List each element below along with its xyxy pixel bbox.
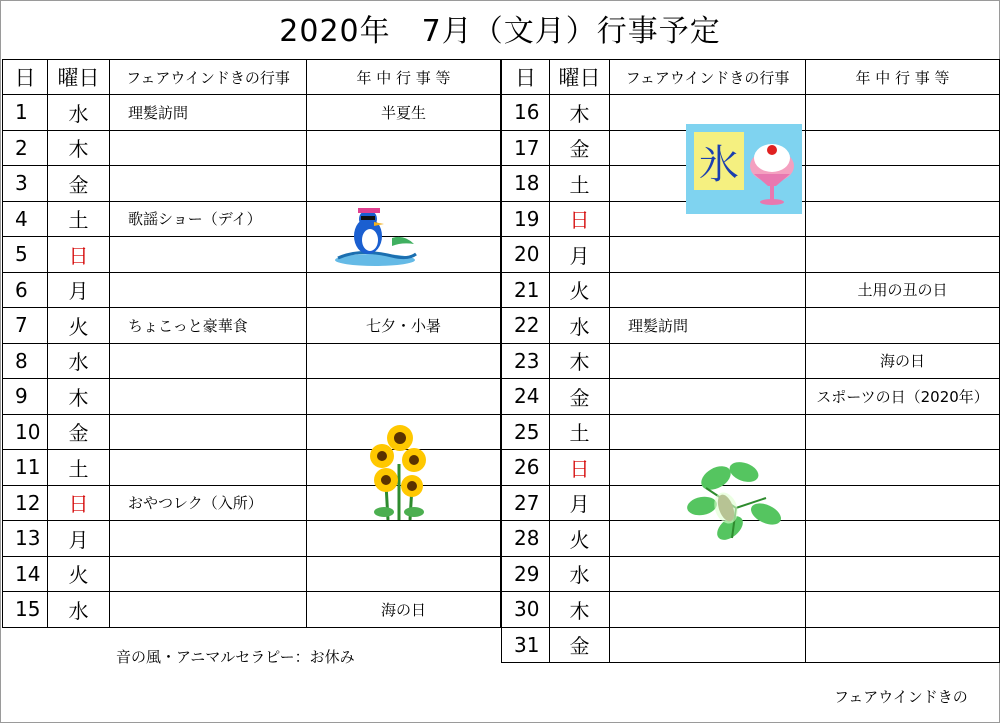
annual-event-cell (806, 521, 1000, 557)
weekday-cell: 水 (550, 308, 610, 344)
day-cell: 12 (3, 485, 48, 521)
home-event-cell (610, 379, 806, 415)
weekday-cell: 水 (48, 95, 110, 131)
calendar-row (3, 343, 501, 379)
home-event-cell (610, 272, 806, 308)
home-event-cell (110, 556, 307, 592)
weekday-cell: 火 (550, 521, 610, 557)
weekday-cell: 土 (48, 450, 110, 486)
page-title: 2020年 7月（文月）行事予定 (279, 14, 721, 49)
home-event-cell (610, 627, 806, 663)
calendar-table-left (2, 59, 501, 628)
day-cell: 10 (3, 414, 48, 450)
annual-event-cell (307, 379, 501, 415)
calendar-row (3, 130, 501, 166)
home-event-cell (110, 166, 307, 202)
day-cell: 28 (502, 521, 550, 557)
annual-event-cell (806, 556, 1000, 592)
annual-event-cell (806, 450, 1000, 486)
weekday-cell: 金 (48, 166, 110, 202)
annual-event-cell: 半夏生 (307, 95, 501, 131)
day-cell: 19 (502, 201, 550, 237)
weekday-cell: 月 (550, 237, 610, 273)
weekday-cell: 月 (48, 272, 110, 308)
calendar-row (502, 627, 1000, 663)
weekday-cell: 水 (550, 556, 610, 592)
facility-signature: フェアウインドきの (834, 688, 968, 706)
day-cell: 29 (502, 556, 550, 592)
day-cell: 21 (502, 272, 550, 308)
annual-event-cell (307, 521, 501, 557)
header-home-events: フェアウインドきの行事 (110, 60, 307, 95)
header-home-events: フェアウインドきの行事 (610, 60, 806, 95)
home-event-cell: 歌謡ショー（デイ） (110, 201, 307, 237)
annual-event-cell (307, 556, 501, 592)
annual-event-cell (307, 343, 501, 379)
weekday-cell: 金 (550, 627, 610, 663)
home-event-cell (610, 592, 806, 628)
annual-event-cell (806, 237, 1000, 273)
day-cell: 7 (3, 308, 48, 344)
home-event-cell (110, 130, 307, 166)
weekday-cell: 土 (550, 166, 610, 202)
day-cell: 22 (502, 308, 550, 344)
day-cell: 1 (3, 95, 48, 131)
weekday-cell: 水 (48, 592, 110, 628)
day-cell: 13 (3, 521, 48, 557)
calendar-row (3, 556, 501, 592)
footer-note: 音の風・アニマルセラピー：お休み (116, 648, 355, 666)
day-cell: 31 (502, 627, 550, 663)
penguin-surfer-clipart (330, 204, 420, 268)
weekday-cell: 金 (550, 130, 610, 166)
calendar-row (3, 166, 501, 202)
day-cell: 3 (3, 166, 48, 202)
annual-event-cell: 七夕・小暑 (307, 308, 501, 344)
weekday-cell: 月 (48, 521, 110, 557)
calendar-row (502, 343, 1000, 379)
home-event-cell (610, 556, 806, 592)
day-cell: 25 (502, 414, 550, 450)
home-event-cell (110, 343, 307, 379)
home-event-cell (610, 414, 806, 450)
annual-event-cell: 土用の丑の日 (806, 272, 1000, 308)
weekday-cell: 木 (550, 95, 610, 131)
home-event-cell (110, 272, 307, 308)
calendar-row (3, 95, 501, 131)
calendar-row (502, 414, 1000, 450)
weekday-cell: 日 (550, 450, 610, 486)
annual-event-cell (307, 166, 501, 202)
calendar-row (3, 521, 501, 557)
day-cell: 6 (3, 272, 48, 308)
calendar-row (3, 308, 501, 344)
calendar-row (3, 592, 501, 628)
calendar-row (3, 237, 501, 273)
annual-event-cell (806, 627, 1000, 663)
annual-event-cell (806, 485, 1000, 521)
weekday-cell: 木 (550, 343, 610, 379)
weekday-cell: 金 (48, 414, 110, 450)
weekday-cell: 火 (48, 556, 110, 592)
weekday-cell: 火 (550, 272, 610, 308)
day-cell: 30 (502, 592, 550, 628)
day-cell: 27 (502, 485, 550, 521)
calendar-row (502, 272, 1000, 308)
day-cell: 8 (3, 343, 48, 379)
sunflowers-clipart (364, 424, 434, 524)
annual-event-cell: スポーツの日（2020年） (806, 379, 1000, 415)
calendar-row (502, 556, 1000, 592)
weekday-cell: 木 (48, 379, 110, 415)
calendar-row (502, 308, 1000, 344)
weekday-cell: 木 (550, 592, 610, 628)
annual-event-cell (806, 414, 1000, 450)
annual-event-cell (307, 130, 501, 166)
header-annual-events: 年 中 行 事 等 (806, 60, 1000, 95)
annual-event-cell (806, 201, 1000, 237)
home-event-cell (110, 592, 307, 628)
home-event-cell (110, 237, 307, 273)
home-event-cell (610, 343, 806, 379)
day-cell: 24 (502, 379, 550, 415)
day-cell: 23 (502, 343, 550, 379)
calendar-row (3, 201, 501, 237)
annual-event-cell (307, 272, 501, 308)
weekday-cell: 木 (48, 130, 110, 166)
home-event-cell: おやつレク（入所） (110, 485, 307, 521)
annual-event-cell (806, 166, 1000, 202)
day-cell: 4 (3, 201, 48, 237)
weekday-cell: 月 (550, 485, 610, 521)
calendar-row (502, 592, 1000, 628)
day-cell: 17 (502, 130, 550, 166)
weekday-cell: 水 (48, 343, 110, 379)
calendar-row (3, 272, 501, 308)
day-cell: 20 (502, 237, 550, 273)
day-cell: 9 (3, 379, 48, 415)
header-day: 日 (502, 60, 550, 95)
header-day: 日 (3, 60, 48, 95)
shaved-ice-char: 氷 (699, 142, 739, 188)
weekday-cell: 日 (550, 201, 610, 237)
annual-event-cell (806, 308, 1000, 344)
weekday-cell: 日 (48, 485, 110, 521)
day-cell: 14 (3, 556, 48, 592)
header-row (502, 60, 1000, 95)
header-dow: 曜日 (48, 60, 110, 95)
calendar-row (3, 379, 501, 415)
day-cell: 2 (3, 130, 48, 166)
day-cell: 26 (502, 450, 550, 486)
home-event-cell (610, 237, 806, 273)
home-event-cell (110, 521, 307, 557)
weekday-cell: 日 (48, 237, 110, 273)
home-event-cell (110, 414, 307, 450)
weekday-cell: 金 (550, 379, 610, 415)
weekday-cell: 土 (550, 414, 610, 450)
home-event-cell: 理髪訪問 (610, 308, 806, 344)
home-event-cell: ちょこっと豪華食 (110, 308, 307, 344)
day-cell: 16 (502, 95, 550, 131)
day-cell: 11 (3, 450, 48, 486)
annual-event-cell (806, 95, 1000, 131)
annual-event-cell (806, 130, 1000, 166)
home-event-cell (110, 450, 307, 486)
cicada-leaves-clipart (686, 458, 790, 548)
header-dow: 曜日 (550, 60, 610, 95)
header-annual-events: 年 中 行 事 等 (307, 60, 501, 95)
annual-event-cell: 海の日 (307, 592, 501, 628)
calendar-row (502, 379, 1000, 415)
weekday-cell: 土 (48, 201, 110, 237)
day-cell: 15 (3, 592, 48, 628)
home-event-cell (110, 379, 307, 415)
shaved-ice-clipart (680, 124, 810, 220)
annual-event-cell: 海の日 (806, 343, 1000, 379)
calendar-row (502, 237, 1000, 273)
day-cell: 18 (502, 166, 550, 202)
header-row (3, 60, 501, 95)
annual-event-cell (806, 592, 1000, 628)
day-cell: 5 (3, 237, 48, 273)
weekday-cell: 火 (48, 308, 110, 344)
home-event-cell: 理髪訪問 (110, 95, 307, 131)
